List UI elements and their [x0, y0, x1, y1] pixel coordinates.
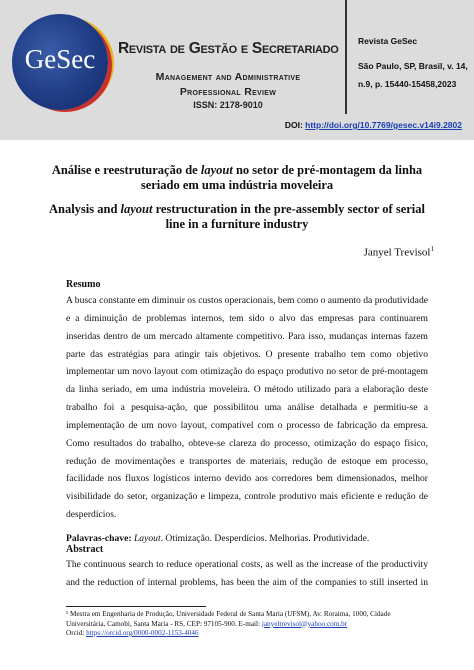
- logo-text: GeSec: [24, 44, 96, 74]
- journal-subtitle: [118, 70, 338, 100]
- text-line: inseridas dentro de um mercado altamente competitivo. Para isso, mudanças internas fazem: [66, 330, 428, 342]
- keywords-rest: . Otimização. Desperdícios. Melhorias. Produtividade.: [160, 533, 370, 544]
- text-line: desperdícios.: [66, 509, 117, 521]
- resumo-text: [66, 292, 428, 524]
- orcid-label: Orcid:: [66, 629, 87, 637]
- title-en-italic: layout: [120, 202, 153, 216]
- doi-label: DOI:: [284, 120, 306, 130]
- author-email-link[interactable]: janyeltrevisol@yahoo.com.br: [261, 619, 348, 628]
- keywords: [66, 530, 428, 548]
- keywords-italic: Layout: [133, 533, 161, 544]
- journal-subtitle-line-1: Management and Administrative: [155, 71, 301, 83]
- text-line: implementar um novo layout com otimização do espaço produtivo no setor de pré-montagem: [66, 366, 428, 378]
- footnote: [66, 610, 428, 639]
- author: [364, 245, 434, 259]
- footnote-line-3: [66, 629, 428, 639]
- doi-link[interactable]: http://doi.org/10.7769/gesec.v14i9.2802: [305, 120, 462, 130]
- keywords-line: [66, 530, 428, 548]
- text-line: facilidade nos fluxos logísticos interno devido aos corredores bem dimensionados, melhor: [66, 473, 428, 485]
- text-line: implementação de um novo layout, compatível com o processo de fabricação da empresa.: [66, 419, 428, 431]
- text-line: and the reduction of internal problems, has been the aim of the companies to still inserted in: [66, 576, 428, 588]
- text-line: da linha seriado, em uma indústria moveleira. O método utilizado para a elaboração deste: [66, 384, 428, 396]
- header-divider: [345, 0, 347, 114]
- doi-line: [0, 120, 462, 130]
- footnote-line-2: [66, 620, 428, 630]
- abstract-heading: Abstract: [66, 544, 104, 555]
- author-name: Janyel Trevisol: [363, 246, 431, 259]
- text-line: The continuous search to reduce operational costs, as well as the increase of the productivity: [66, 559, 428, 570]
- footnote-address: Universitária, Camobi, Santa Maria - RS, CEP: 97105-900. E-mail:: [66, 619, 262, 628]
- journal-info-location: São Paulo, SP, Brasil, v. 14,: [358, 61, 468, 71]
- text-line: redução de movimentações e transportes de materiais, redução de estoque em processo,: [66, 455, 428, 467]
- title-pt-italic: layout: [200, 163, 233, 177]
- text-line: e a diminuição de problemas internos, tem sido o alvo das empresas para continuarem: [66, 312, 428, 324]
- title-en-before: Analysis and: [48, 202, 121, 216]
- keywords-label: Palavras-chave:: [66, 533, 132, 544]
- journal-info-pages: n.9, p. 15440-15458,2023: [358, 79, 457, 89]
- footnote-line-1: ¹ Mestra em Engenharia de Produção, Universidade Federal de Santa Maria (UFSM), Av. Roraima, 1000, Cidade: [66, 610, 391, 618]
- text-line: trabalho foi a pesquisa-ação, que possibilitou uma análise detalhada e permitiu-se a: [66, 402, 428, 414]
- title-en-after: restructuration in the pre-assembly sector of serial line in a furniture industry: [152, 202, 426, 231]
- text-line: Como resultados do trabalho, obteve-se clareza do processo, otimização do espaço físico,: [66, 437, 428, 449]
- journal-title: Revista de Gestão e Secretariado: [118, 40, 339, 57]
- journal-issn: ISSN: 2178-9010: [193, 100, 263, 110]
- text-line: A busca constante em diminuir os custos operacionais, bem como o aumento da produtividade: [66, 295, 428, 306]
- journal-header: [0, 0, 474, 140]
- journal-subtitle-line-2: Professional Review: [179, 86, 277, 98]
- journal-info-name: Revista GeSec: [358, 36, 418, 46]
- resumo-heading: Resumo: [66, 279, 101, 290]
- title-portuguese: [40, 163, 434, 193]
- gesec-logo: [12, 14, 108, 110]
- title-english: [40, 202, 434, 232]
- title-pt-after: no setor de pré-montagem da linha seriado em uma indústria moveleira: [140, 163, 423, 192]
- text-line: visibilidade do setor, organização e limpeza, controle produtivo mais eficiente e redução de: [66, 491, 428, 503]
- footnote-rule: [66, 606, 206, 607]
- orcid-link[interactable]: https://orcid.org/0000-0002-1153-4046: [86, 629, 199, 637]
- abstract-text: [66, 556, 428, 592]
- title-pt-before: Análise e reestruturação de: [51, 163, 201, 177]
- author-footnote-mark: 1: [430, 245, 434, 253]
- journal-info: [358, 34, 474, 91]
- journal-name-block: [118, 40, 338, 110]
- text-line: parte das estratégias para atingir tais objetivos. O presente trabalho tem como objetivo: [66, 348, 428, 360]
